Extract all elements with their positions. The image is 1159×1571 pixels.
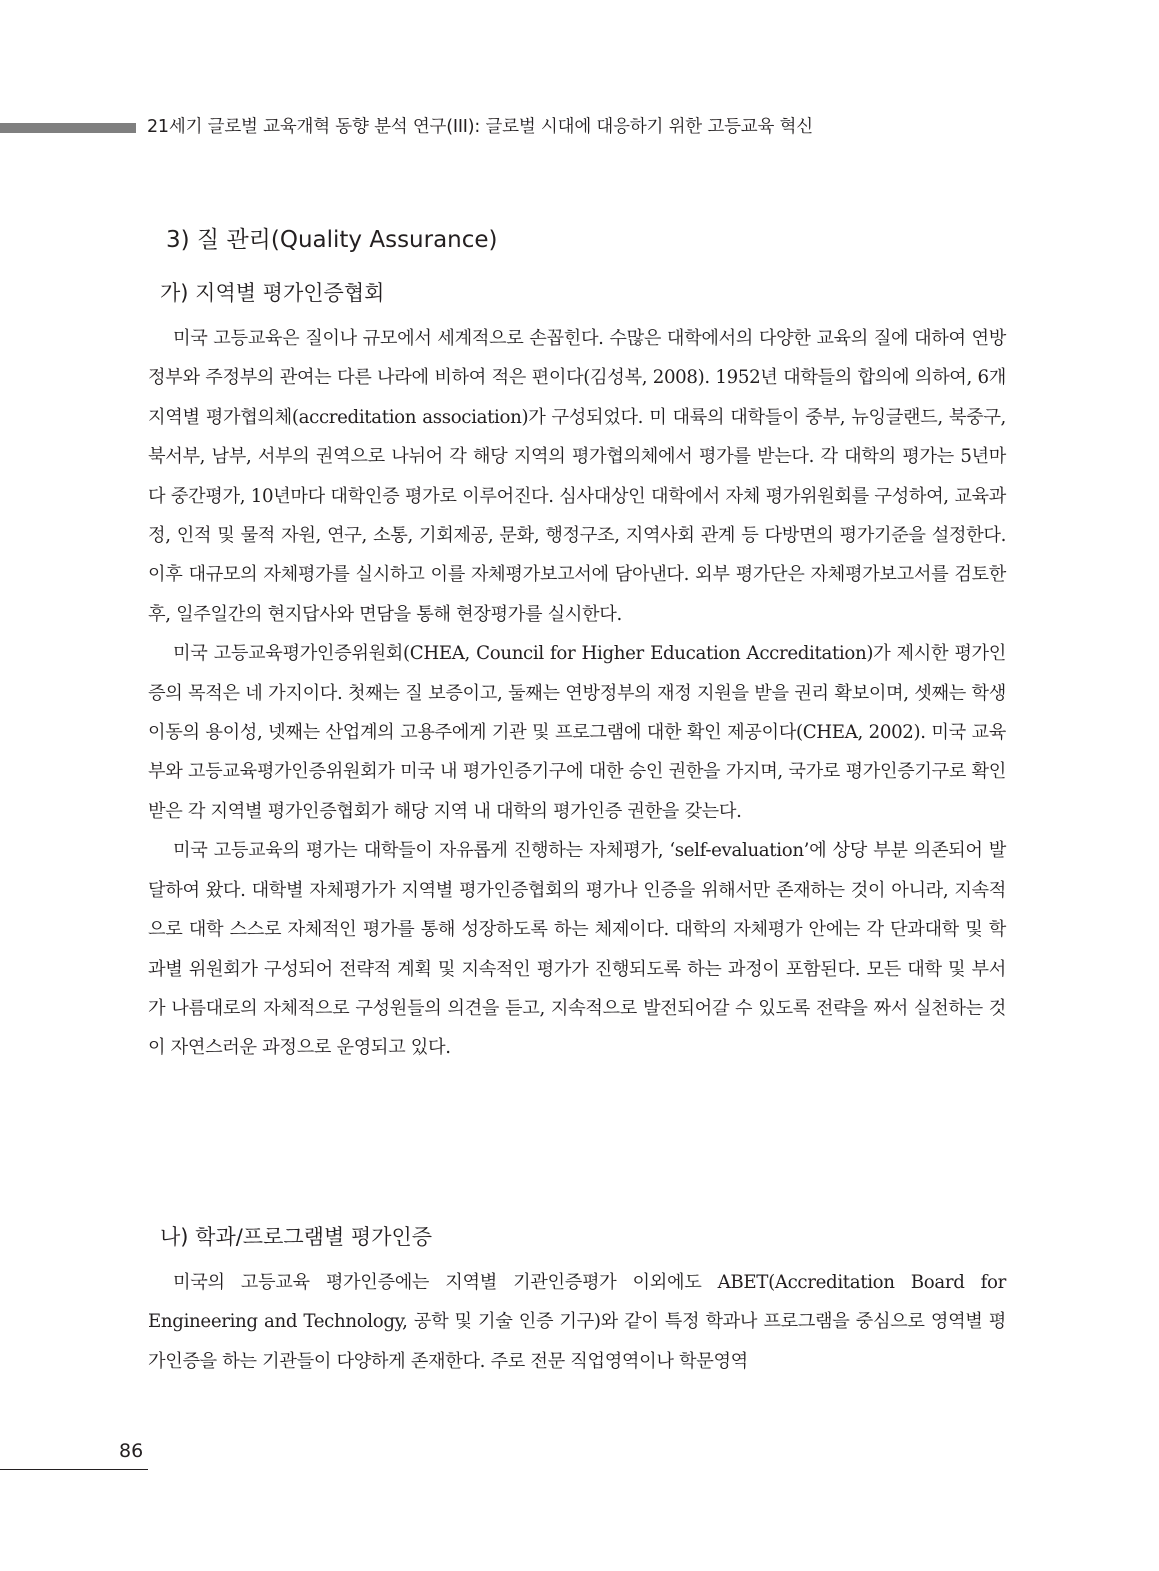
running-header-title: 21세기 글로벌 교육개혁 동향 분석 연구(III): 글로벌 시대에 대응하기 위한 고등교육 혁신 — [147, 117, 813, 137]
paragraph: 미국의 고등교육 평가인증에는 지역별 기관인증평가 이외에도 ABET(Accreditation Board for Engineering and Technology, 공학 및 기술 인증 기구)와 같이 특정 학과나 프로그램을 중심으로 영역별 평가인증을 하는 기관들이 다양하게 존재한다. 주로 전문 직업영역이나 학문영역 — [148, 1272, 1006, 1372]
section-title: 3) 질 관리(Quality Assurance) — [166, 227, 498, 253]
header-rule-bar — [0, 123, 136, 133]
footer-rule — [0, 1469, 148, 1470]
program-accreditation-body — [148, 1263, 1006, 1381]
subsection-title-regional: 가) 지역별 평가인증협회 — [160, 281, 385, 305]
regional-accreditation-body — [148, 319, 1006, 1068]
paragraph: 미국 고등교육평가인증위원회(CHEA, Council for Higher Education Accreditation)가 제시한 평가인증의 목적은 네 가지이다. 첫째는 질 보증이고, 둘째는 연방정부의 재정 지원을 받을 권리 확보이며, 셋째는 학생 이동의 용이성, 넷째는 산업계의 고용주에게 기관 및 프로그램에 대한 확인 제공이다(CHEA, 2002). 미국 교육부와 고등교육평가인증위원회가 미국 내 평가인증기구에 대한 승인 권한을 가지며, 국가로 평가인증기구로 확인받은 각 지역별 평가인증협회가 해당 지역 내 대학의 평가인증 권한을 갖는다. — [148, 643, 1006, 822]
subsection-title-program: 나) 학과/프로그램별 평가인증 — [160, 1225, 433, 1249]
paragraph: 미국 고등교육의 평가는 대학들이 자유롭게 진행하는 자체평가, ‘self-evaluation’에 상당 부분 의존되어 발달하여 왔다. 대학별 자체평가가 지역별 평가인증협회의 평가나 인증을 위해서만 존재하는 것이 아니라, 지속적으로 대학 스스로 자체적인 평가를 통해 성장하도록 하는 체제이다. 대학의 자체평가 안에는 각 단과대학 및 학과별 위원회가 구성되어 전략적 계획 및 지속적인 평가가 진행되도록 하는 과정이 포함된다. 모든 대학 및 부서가 나름대로의 자체적으로 구성원들의 의견을 듣고, 지속적으로 발전되어갈 수 있도록 전략을 짜서 실천하는 것이 자연스러운 과정으로 운영되고 있다. — [148, 840, 1006, 1059]
page-number: 86 — [119, 1440, 144, 1462]
paragraph: 미국 고등교육은 질이나 규모에서 세계적으로 손꼽힌다. 수많은 대학에서의 다양한 교육의 질에 대하여 연방정부와 주정부의 관여는 다른 나라에 비하여 적은 편이다(김성복, 2008). 1952년 대학들의 합의에 의하여, 6개 지역별 평가협의체(accreditation association)가 구성되었다. 미 대륙의 대학들이 중부, 뉴잉글랜드, 북중구, 북서부, 남부, 서부의 권역으로 나뉘어 각 해당 지역의 평가협의체에서 평가를 받는다. 각 대학의 평가는 5년마다 중간평가, 10년마다 대학인증 평가로 이루어진다. 심사대상인 대학에서 자체 평가위원회를 구성하여, 교육과정, 인적 및 물적 자원, 연구, 소통, 기회제공, 문화, 행정구조, 지역사회 관계 등 다방면의 평가기준을 설정한다. 이후 대규모의 자체평가를 실시하고 이를 자체평가보고서에 담아낸다. 외부 평가단은 자체평가보고서를 검토한 후, 일주일간의 현지답사와 면담을 통해 현장평가를 실시한다. — [148, 328, 1006, 625]
